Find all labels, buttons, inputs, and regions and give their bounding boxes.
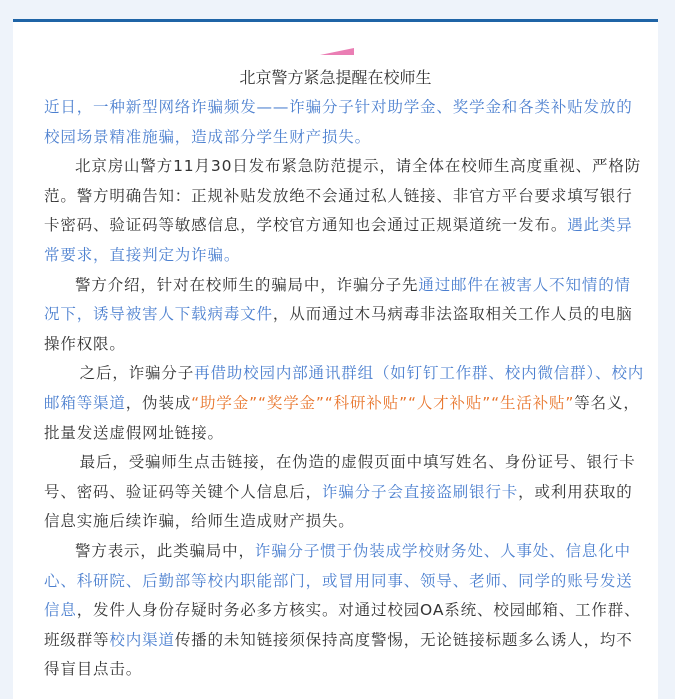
paragraph-method-step3 xyxy=(44,448,646,537)
step3-highlight: 诈骗分子会直接盗刷银行卡 xyxy=(321,482,519,501)
step2-text-c: 等名义，批量发送虚假网址链接。 xyxy=(44,393,640,442)
advice-text-a: 警方表示，此类骗局中， xyxy=(75,541,255,560)
step3-text-a: 最后，受骗师生点击链接，在伪造的虚假页面中填写姓名、身份证号、银行卡号、密码、验证码等关键个人信息后， xyxy=(44,453,636,501)
notice-text: 北京房山警方11月30日发布紧急防范提示，请全体在校师生高度重视、严格防范。警方明确告知：正规补贴发放绝不会通过私人链接、非官方平台要求填写银行卡密码、验证码等敏感信息，学校官方通知也会通过正规渠道统一发布。 xyxy=(44,157,642,235)
article-headline: 北京警方紧急提醒在校师生 xyxy=(239,68,432,87)
step2-subsidy-names: “助学金”“奖学金”“科研补贴”“人才补贴”“生活补贴” xyxy=(191,393,575,412)
paragraph-method-step2 xyxy=(44,359,646,448)
paragraph-method-step1 xyxy=(44,271,646,360)
step1-highlight: 通过邮件在被害人不知情的情况下，诱导被害人下载病毒文件 xyxy=(44,275,631,324)
paragraph-police-advice xyxy=(44,537,646,685)
step2-text-a: 之后，诈骗分子 xyxy=(79,364,195,383)
advice-highlight-impersonation: 诈骗分子惯于伪装成学校财务处、人事处、信息化中心、科研院、后勤部等校内职能部门，或冒用同事、领导、老师、同学的账号发送信息 xyxy=(44,541,633,620)
paragraph-intro xyxy=(44,93,646,152)
advice-text-c: 传播的未知链接须保持高度警惕，无论链接标题多么诱人，均不得盲目点击。 xyxy=(44,630,633,679)
accent-bar xyxy=(13,19,658,22)
pink-triangle-decoration xyxy=(320,48,354,55)
article-card xyxy=(13,19,658,699)
step1-text-a: 警方介绍，针对在校师生的骗局中，诈骗分子先 xyxy=(75,275,419,294)
paragraph-police-notice xyxy=(44,152,646,270)
notice-highlight: 遇此类异常要求，直接判定为诈骗。 xyxy=(44,216,633,264)
step3-text-b: ，或利用获取的信息实施后续诈骗，给师生造成财产损失。 xyxy=(44,482,633,531)
intro-highlight: 近日，一种新型网络诈骗频发——诈骗分子针对助学金、奖学金和各类补贴发放的校园场景精准施骗，造成部分学生财产损失。 xyxy=(44,98,633,146)
step2-highlight: 再借助校园内部通讯群组（如钉钉工作群、校内微信群）、校内邮箱等渠道 xyxy=(44,364,645,412)
step1-text-b: ，从而通过木马病毒非法盗取相关工作人员的电脑操作权限。 xyxy=(44,305,633,353)
advice-text-b: ，发件人身份存疑时务必多方核实。对通过校园OA系统、校园邮箱、工作群、班级群等 xyxy=(44,601,641,649)
article-body xyxy=(44,93,646,685)
step2-text-b: ，伪装成 xyxy=(125,393,192,412)
advice-highlight-channels: 校内渠道 xyxy=(109,630,175,649)
